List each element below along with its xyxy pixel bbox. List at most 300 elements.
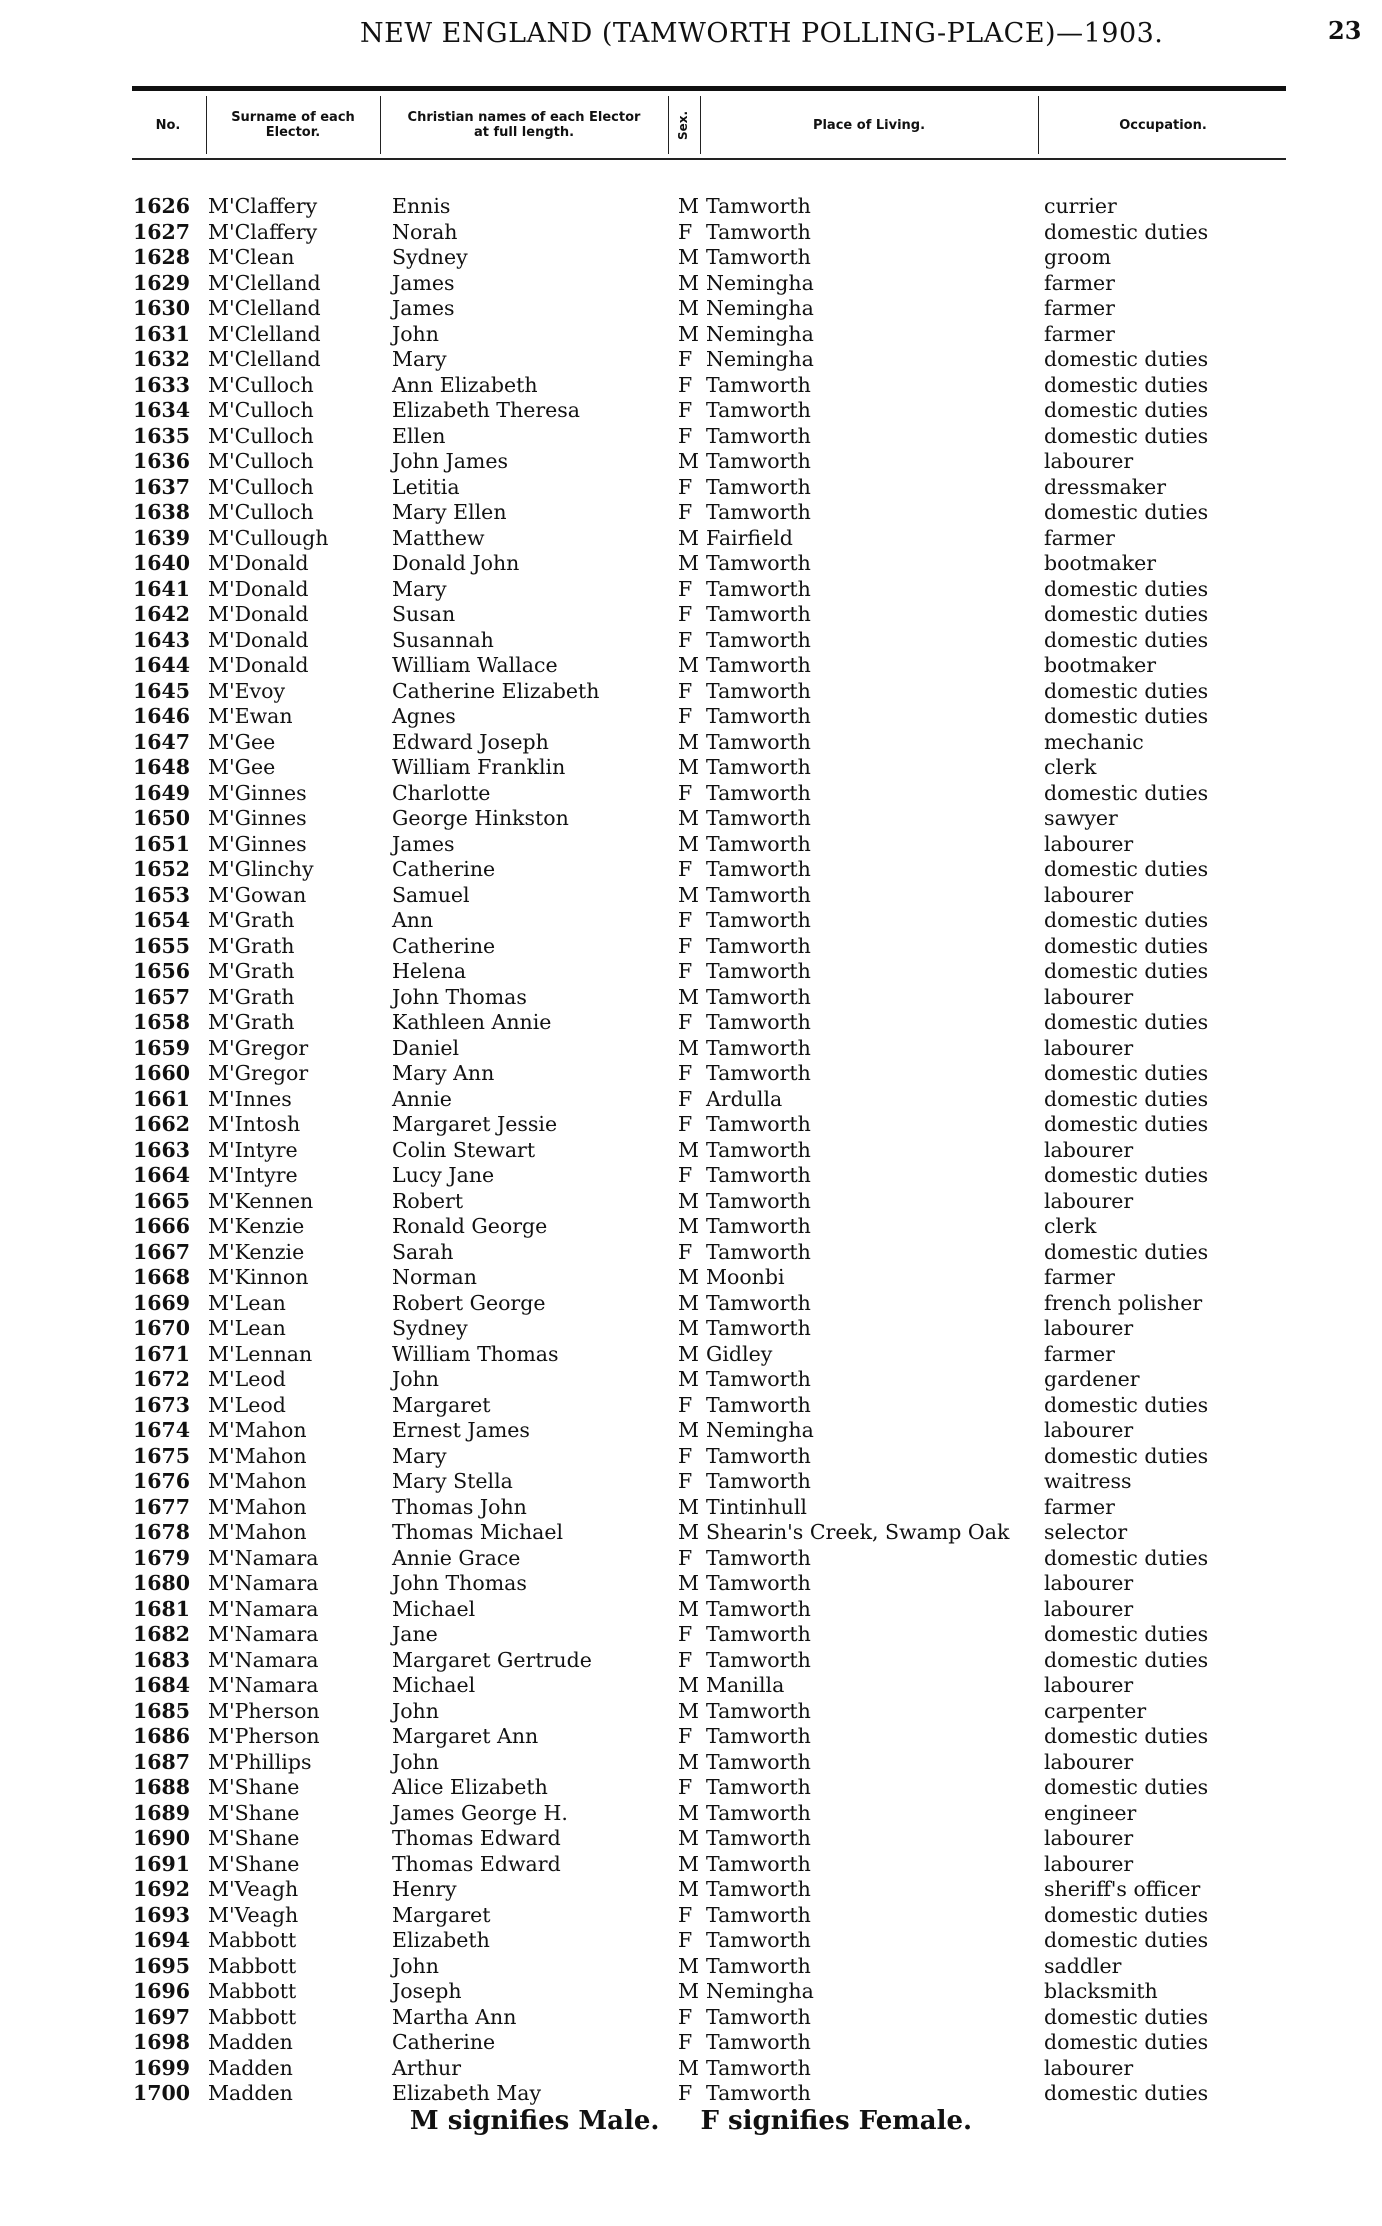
elector-number: 1695 bbox=[132, 1953, 190, 1978]
elector-number: 1682 bbox=[132, 1622, 190, 1646]
col-christian: Christian names of each Elector at full length. bbox=[407, 110, 641, 140]
elector-christian-names: Daniel bbox=[392, 1035, 460, 1060]
elector-number: 1649 bbox=[132, 780, 190, 805]
elector-sex: M bbox=[678, 882, 699, 907]
elector-number: 1674 bbox=[132, 1418, 190, 1442]
elector-place: Tamworth bbox=[706, 933, 811, 958]
elector-surname: M'Pherson bbox=[208, 1724, 320, 1748]
elector-occupation: farmer bbox=[1044, 1265, 1115, 1289]
elector-sex: F bbox=[678, 1163, 693, 1187]
elector-christian-names: Mary Ellen bbox=[392, 500, 507, 524]
elector-sex: M bbox=[678, 321, 699, 346]
table-row bbox=[0, 934, 1382, 960]
table-row bbox=[0, 1546, 1382, 1572]
elector-occupation: domestic duties bbox=[1044, 347, 1209, 371]
elector-occupation: french polisher bbox=[1044, 1290, 1203, 1315]
elector-place: Nemingha bbox=[706, 1418, 814, 1442]
elector-sex: F bbox=[678, 627, 693, 652]
elector-place: Nemingha bbox=[706, 347, 814, 371]
elector-place: Moonbi bbox=[706, 1265, 785, 1289]
elector-number: 1642 bbox=[132, 602, 190, 626]
elector-christian-names: Thomas Edward bbox=[392, 1851, 561, 1876]
table-row bbox=[0, 857, 1382, 883]
elector-christian-names: William Franklin bbox=[392, 755, 566, 779]
elector-sex: F bbox=[678, 2004, 693, 2029]
elector-sex: F bbox=[678, 1724, 693, 1748]
elector-place: Tamworth bbox=[706, 1188, 811, 1213]
elector-number: 1699 bbox=[132, 2055, 190, 2080]
elector-number: 1666 bbox=[132, 1214, 190, 1238]
table-row bbox=[0, 1903, 1382, 1929]
elector-christian-names: Margaret bbox=[392, 1902, 491, 1927]
elector-surname: M'Gee bbox=[208, 755, 276, 779]
elector-christian-names: Ennis bbox=[392, 194, 451, 218]
elector-number: 1648 bbox=[132, 755, 190, 779]
sex-legend bbox=[0, 2106, 1382, 2136]
elector-surname: M'Veagh bbox=[208, 1877, 299, 1901]
elector-christian-names: Elizabeth bbox=[392, 1928, 490, 1952]
elector-christian-names: Mary Ann bbox=[392, 1061, 495, 1085]
elector-place: Nemingha bbox=[706, 296, 814, 320]
elector-place: Tamworth bbox=[706, 959, 811, 983]
page-number: 23 bbox=[1328, 16, 1362, 45]
elector-surname: M'Culloch bbox=[208, 398, 314, 422]
elector-surname: M'Pherson bbox=[208, 1698, 320, 1723]
elector-surname: M'Kenzie bbox=[208, 1239, 305, 1264]
elector-christian-names: Margaret Ann bbox=[392, 1724, 539, 1748]
elector-number: 1662 bbox=[132, 1112, 190, 1136]
elector-sex: M bbox=[678, 2055, 699, 2080]
elector-occupation: labourer bbox=[1044, 984, 1134, 1009]
elector-christian-names: Sydney bbox=[392, 1316, 468, 1340]
elector-surname: M'Ginnes bbox=[208, 831, 307, 856]
elector-number: 1640 bbox=[132, 551, 190, 575]
elector-place: Tamworth bbox=[706, 653, 811, 677]
elector-occupation: labourer bbox=[1044, 1316, 1134, 1340]
elector-place: Tamworth bbox=[706, 857, 811, 881]
table-row bbox=[0, 1010, 1382, 1036]
table-row bbox=[0, 1214, 1382, 1240]
elector-occupation: domestic duties bbox=[1044, 1928, 1209, 1952]
elector-occupation: domestic duties bbox=[1044, 1775, 1209, 1799]
table-row bbox=[0, 2005, 1382, 2031]
elector-christian-names: William Thomas bbox=[392, 1341, 559, 1366]
elector-sex: F bbox=[678, 704, 693, 728]
elector-place: Tamworth bbox=[706, 908, 811, 932]
elector-christian-names: Catherine bbox=[392, 857, 496, 881]
elector-occupation: domestic duties bbox=[1044, 678, 1209, 703]
elector-place: Tamworth bbox=[706, 1010, 811, 1034]
table-row bbox=[0, 1571, 1382, 1597]
table-row bbox=[0, 1597, 1382, 1623]
elector-christian-names: Robert George bbox=[392, 1290, 546, 1315]
elector-place: Tamworth bbox=[706, 1902, 811, 1927]
elector-number: 1669 bbox=[132, 1290, 190, 1315]
elector-surname: M'Donald bbox=[208, 627, 309, 652]
elector-christian-names: Thomas Edward bbox=[392, 1826, 561, 1850]
col-divider bbox=[668, 96, 669, 154]
elector-christian-names: William Wallace bbox=[392, 653, 558, 677]
table-row bbox=[0, 373, 1382, 399]
elector-christian-names: Colin Stewart bbox=[392, 1137, 536, 1162]
elector-place: Tamworth bbox=[706, 729, 811, 754]
elector-number: 1641 bbox=[132, 576, 190, 601]
elector-occupation: domestic duties bbox=[1044, 1392, 1209, 1417]
table-row bbox=[0, 526, 1382, 552]
elector-place: Tamworth bbox=[706, 1137, 811, 1162]
elector-place: Fairfield bbox=[706, 525, 793, 550]
col-divider bbox=[1038, 96, 1039, 154]
elector-sex: F bbox=[678, 1647, 693, 1672]
elector-sex: F bbox=[678, 678, 693, 703]
table-row bbox=[0, 1495, 1382, 1521]
table-row bbox=[0, 1444, 1382, 1470]
elector-occupation: farmer bbox=[1044, 321, 1115, 346]
elector-occupation: groom bbox=[1044, 245, 1112, 269]
table-row bbox=[0, 653, 1382, 679]
elector-number: 1678 bbox=[132, 1520, 190, 1544]
elector-number: 1696 bbox=[132, 1979, 190, 2003]
elector-place: Tamworth bbox=[706, 474, 811, 499]
col-sex-label: Sex. bbox=[676, 110, 691, 140]
elector-surname: M'Mahon bbox=[208, 1443, 307, 1468]
elector-place: Tamworth bbox=[706, 831, 811, 856]
elector-place: Tamworth bbox=[706, 755, 811, 779]
elector-surname: M'Clelland bbox=[208, 270, 321, 295]
elector-number: 1688 bbox=[132, 1775, 190, 1799]
elector-surname: M'Culloch bbox=[208, 423, 314, 448]
elector-number: 1684 bbox=[132, 1673, 190, 1697]
elector-sex: M bbox=[678, 984, 699, 1009]
elector-sex: M bbox=[678, 194, 699, 218]
elector-number: 1675 bbox=[132, 1443, 190, 1468]
elector-occupation: domestic duties bbox=[1044, 2004, 1209, 2029]
elector-number: 1644 bbox=[132, 653, 190, 677]
table-row bbox=[0, 679, 1382, 705]
table-row bbox=[0, 883, 1382, 909]
elector-surname: M'Namara bbox=[208, 1571, 319, 1595]
elector-sex: M bbox=[678, 270, 699, 295]
elector-list bbox=[0, 194, 1382, 2107]
elector-sex: F bbox=[678, 857, 693, 881]
elector-number: 1661 bbox=[132, 1086, 190, 1111]
elector-occupation: domestic duties bbox=[1044, 219, 1209, 244]
elector-surname: M'Grath bbox=[208, 933, 295, 958]
elector-number: 1667 bbox=[132, 1239, 190, 1264]
table-row bbox=[0, 1189, 1382, 1215]
table-row bbox=[0, 959, 1382, 985]
elector-surname: M'Leod bbox=[208, 1367, 286, 1391]
elector-christian-names: James bbox=[392, 270, 455, 295]
elector-occupation: domestic duties bbox=[1044, 1086, 1209, 1111]
col-place: Place of Living. bbox=[812, 117, 926, 133]
elector-christian-names: Michael bbox=[392, 1673, 476, 1697]
table-row bbox=[0, 500, 1382, 526]
elector-place: Nemingha bbox=[706, 321, 814, 346]
elector-sex: M bbox=[678, 1877, 699, 1901]
elector-sex: M bbox=[678, 806, 699, 830]
elector-place: Tamworth bbox=[706, 1112, 811, 1136]
table-row bbox=[0, 1699, 1382, 1725]
elector-christian-names: Margaret bbox=[392, 1392, 491, 1417]
elector-number: 1677 bbox=[132, 1494, 190, 1519]
header-rule bbox=[132, 86, 1286, 91]
elector-sex: F bbox=[678, 933, 693, 958]
elector-number: 1663 bbox=[132, 1137, 190, 1162]
elector-surname: M'Ginnes bbox=[208, 806, 307, 830]
elector-sex: F bbox=[678, 1928, 693, 1952]
elector-surname: M'Mahon bbox=[208, 1494, 307, 1519]
elector-occupation: labourer bbox=[1044, 1188, 1134, 1213]
table-row bbox=[0, 424, 1382, 450]
table-row bbox=[0, 1138, 1382, 1164]
elector-sex: F bbox=[678, 1775, 693, 1799]
elector-surname: M'Culloch bbox=[208, 500, 314, 524]
elector-christian-names: Sarah bbox=[392, 1239, 454, 1264]
elector-surname: Mabbott bbox=[208, 1979, 297, 2003]
elector-sex: M bbox=[678, 653, 699, 677]
elector-occupation: labourer bbox=[1044, 1673, 1134, 1697]
elector-occupation: farmer bbox=[1044, 525, 1115, 550]
elector-occupation: bootmaker bbox=[1044, 551, 1157, 575]
elector-occupation: farmer bbox=[1044, 1494, 1115, 1519]
elector-surname: M'Grath bbox=[208, 908, 295, 932]
elector-surname: M'Kinnon bbox=[208, 1265, 309, 1289]
elector-occupation: farmer bbox=[1044, 1341, 1115, 1366]
elector-christian-names: Ann bbox=[392, 908, 434, 932]
elector-sex: F bbox=[678, 423, 693, 448]
elector-christian-names: John James bbox=[392, 449, 509, 473]
elector-number: 1683 bbox=[132, 1647, 190, 1672]
elector-occupation: dressmaker bbox=[1044, 474, 1167, 499]
table-row bbox=[0, 1418, 1382, 1444]
elector-number: 1670 bbox=[132, 1316, 190, 1340]
elector-occupation: labourer bbox=[1044, 1749, 1134, 1774]
elector-place: Tamworth bbox=[706, 576, 811, 601]
elector-occupation: domestic duties bbox=[1044, 2081, 1209, 2105]
elector-occupation: domestic duties bbox=[1044, 1163, 1209, 1187]
table-row bbox=[0, 1775, 1382, 1801]
page-header bbox=[0, 14, 1382, 54]
table-row bbox=[0, 1036, 1382, 1062]
elector-sex: M bbox=[678, 1698, 699, 1723]
elector-sex: F bbox=[678, 1392, 693, 1417]
table-row bbox=[0, 1265, 1382, 1291]
elector-occupation: domestic duties bbox=[1044, 1061, 1209, 1085]
elector-sex: M bbox=[678, 1494, 699, 1519]
elector-christian-names: Robert bbox=[392, 1188, 464, 1213]
elector-occupation: clerk bbox=[1044, 755, 1097, 779]
elector-place: Tamworth bbox=[706, 2004, 811, 2029]
elector-sex: F bbox=[678, 602, 693, 626]
table-row bbox=[0, 551, 1382, 577]
elector-number: 1660 bbox=[132, 1061, 190, 1085]
elector-surname: M'Mahon bbox=[208, 1418, 307, 1442]
elector-sex: M bbox=[678, 1214, 699, 1238]
elector-christian-names: John bbox=[392, 1698, 439, 1723]
elector-number: 1638 bbox=[132, 500, 190, 524]
elector-surname: M'Intyre bbox=[208, 1137, 298, 1162]
elector-number: 1646 bbox=[132, 704, 190, 728]
elector-christian-names: Thomas John bbox=[392, 1494, 527, 1519]
elector-surname: M'Intosh bbox=[208, 1112, 301, 1136]
elector-christian-names: George Hinkston bbox=[392, 806, 569, 830]
legend-male: M signifies Male. bbox=[409, 2106, 660, 2136]
elector-place: Tamworth bbox=[706, 780, 811, 805]
elector-sex: M bbox=[678, 1265, 699, 1289]
elector-christian-names: Elizabeth Theresa bbox=[392, 398, 580, 422]
elector-place: Tamworth bbox=[706, 1800, 811, 1825]
elector-christian-names: Donald John bbox=[392, 551, 520, 575]
elector-number: 1686 bbox=[132, 1724, 190, 1748]
elector-place: Tamworth bbox=[706, 1367, 811, 1391]
elector-sex: M bbox=[678, 1290, 699, 1315]
elector-number: 1687 bbox=[132, 1749, 190, 1774]
elector-number: 1697 bbox=[132, 2004, 190, 2029]
elector-place: Tamworth bbox=[706, 806, 811, 830]
elector-occupation: domestic duties bbox=[1044, 423, 1209, 448]
elector-occupation: sawyer bbox=[1044, 806, 1118, 830]
elector-place: Tamworth bbox=[706, 1571, 811, 1595]
table-row bbox=[0, 271, 1382, 297]
elector-surname: M'Gowan bbox=[208, 882, 307, 907]
elector-occupation: domestic duties bbox=[1044, 933, 1209, 958]
elector-christian-names: Catherine bbox=[392, 933, 496, 958]
elector-place: Tamworth bbox=[706, 1545, 811, 1570]
elector-occupation: domestic duties bbox=[1044, 1112, 1209, 1136]
elector-place: Tamworth bbox=[706, 882, 811, 907]
elector-number: 1658 bbox=[132, 1010, 190, 1034]
elector-number: 1650 bbox=[132, 806, 190, 830]
elector-sex: M bbox=[678, 1749, 699, 1774]
elector-sex: M bbox=[678, 1953, 699, 1978]
table-row bbox=[0, 1724, 1382, 1750]
elector-place: Tamworth bbox=[706, 1443, 811, 1468]
elector-sex: F bbox=[678, 1239, 693, 1264]
elector-christian-names: Mary bbox=[392, 576, 447, 601]
elector-number: 1680 bbox=[132, 1571, 190, 1595]
elector-surname: M'Shane bbox=[208, 1826, 300, 1850]
elector-sex: F bbox=[678, 1545, 693, 1570]
elector-occupation: selector bbox=[1044, 1520, 1128, 1544]
elector-christian-names: Helena bbox=[392, 959, 467, 983]
elector-place: Tamworth bbox=[706, 2030, 811, 2054]
elector-surname: M'Veagh bbox=[208, 1902, 299, 1927]
col-occupation: Occupation. bbox=[1119, 117, 1207, 133]
elector-occupation: domestic duties bbox=[1044, 1010, 1209, 1034]
elector-place: Nemingha bbox=[706, 1979, 814, 2003]
table-row bbox=[0, 1673, 1382, 1699]
table-row bbox=[0, 832, 1382, 858]
elector-sex: F bbox=[678, 908, 693, 932]
elector-number: 1679 bbox=[132, 1545, 190, 1570]
elector-sex: F bbox=[678, 1902, 693, 1927]
elector-surname: M'Innes bbox=[208, 1086, 292, 1111]
elector-occupation: domestic duties bbox=[1044, 2030, 1209, 2054]
elector-christian-names: John bbox=[392, 321, 439, 346]
elector-number: 1685 bbox=[132, 1698, 190, 1723]
elector-occupation: labourer bbox=[1044, 882, 1134, 907]
elector-surname: M'Claffery bbox=[208, 219, 318, 244]
elector-place: Tamworth bbox=[706, 1775, 811, 1799]
elector-number: 1647 bbox=[132, 729, 190, 754]
elector-place: Tamworth bbox=[706, 1316, 811, 1340]
elector-surname: M'Namara bbox=[208, 1545, 319, 1570]
table-row bbox=[0, 1750, 1382, 1776]
elector-sex: M bbox=[678, 1188, 699, 1213]
elector-sex: M bbox=[678, 1673, 699, 1697]
elector-sex: F bbox=[678, 347, 693, 371]
col-divider bbox=[380, 96, 381, 154]
elector-surname: Mabbott bbox=[208, 1953, 297, 1978]
elector-surname: Madden bbox=[208, 2055, 293, 2080]
elector-place: Gidley bbox=[706, 1341, 773, 1366]
elector-occupation: domestic duties bbox=[1044, 372, 1209, 397]
elector-surname: M'Donald bbox=[208, 576, 309, 601]
elector-occupation: clerk bbox=[1044, 1214, 1097, 1238]
elector-occupation: carpenter bbox=[1044, 1698, 1147, 1723]
elector-surname: M'Kennen bbox=[208, 1188, 314, 1213]
elector-sex: M bbox=[678, 1316, 699, 1340]
elector-occupation: domestic duties bbox=[1044, 1443, 1209, 1468]
table-row bbox=[0, 194, 1382, 220]
elector-christian-names: Ann Elizabeth bbox=[392, 372, 538, 397]
elector-occupation: labourer bbox=[1044, 1137, 1134, 1162]
elector-sex: M bbox=[678, 1418, 699, 1442]
elector-surname: M'Donald bbox=[208, 653, 309, 677]
elector-occupation: sheriff's officer bbox=[1044, 1877, 1201, 1901]
legend-female: F signifies Female. bbox=[700, 2106, 973, 2136]
elector-place: Tamworth bbox=[706, 372, 811, 397]
elector-surname: Madden bbox=[208, 2030, 293, 2054]
elector-number: 1635 bbox=[132, 423, 190, 448]
elector-surname: M'Leod bbox=[208, 1392, 286, 1417]
table-row bbox=[0, 1801, 1382, 1827]
elector-surname: M'Lean bbox=[208, 1316, 286, 1340]
elector-occupation: labourer bbox=[1044, 1571, 1134, 1595]
elector-surname: M'Clelland bbox=[208, 321, 321, 346]
elector-sex: F bbox=[678, 219, 693, 244]
elector-christian-names: Ronald George bbox=[392, 1214, 548, 1238]
elector-sex: M bbox=[678, 449, 699, 473]
elector-occupation: domestic duties bbox=[1044, 1239, 1209, 1264]
elector-surname: M'Grath bbox=[208, 984, 295, 1009]
table-row bbox=[0, 908, 1382, 934]
elector-number: 1668 bbox=[132, 1265, 190, 1289]
elector-place: Tamworth bbox=[706, 1851, 811, 1876]
elector-number: 1655 bbox=[132, 933, 190, 958]
elector-christian-names: Jane bbox=[392, 1622, 438, 1646]
table-row bbox=[0, 1469, 1382, 1495]
elector-sex: M bbox=[678, 831, 699, 856]
elector-place: Tamworth bbox=[706, 1826, 811, 1850]
elector-christian-names: Letitia bbox=[392, 474, 460, 499]
elector-christian-names: Agnes bbox=[392, 704, 456, 728]
elector-place: Tamworth bbox=[706, 1622, 811, 1646]
elector-place: Tamworth bbox=[706, 704, 811, 728]
elector-surname: M'Shane bbox=[208, 1775, 300, 1799]
elector-christian-names: John Thomas bbox=[392, 1571, 527, 1595]
elector-surname: M'Mahon bbox=[208, 1520, 307, 1544]
elector-number: 1630 bbox=[132, 296, 190, 320]
elector-christian-names: Mary bbox=[392, 347, 447, 371]
elector-sex: M bbox=[678, 525, 699, 550]
elector-place: Tamworth bbox=[706, 1698, 811, 1723]
elector-surname: M'Namara bbox=[208, 1622, 319, 1646]
elector-place: Tamworth bbox=[706, 984, 811, 1009]
table-row bbox=[0, 1316, 1382, 1342]
elector-occupation: domestic duties bbox=[1044, 627, 1209, 652]
